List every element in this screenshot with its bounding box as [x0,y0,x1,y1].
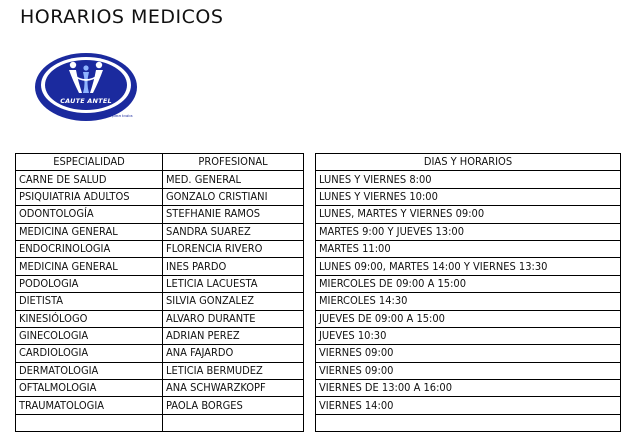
cell-especialidad: TRAUMATOLOGIA [16,397,163,414]
cell-profesional: ADRIAN PEREZ [163,327,304,344]
table-row [16,258,304,275]
table-row [16,397,304,414]
cell-horario: VIERNES 14:00 [316,397,621,414]
table-row [316,414,621,431]
table-row [316,240,621,257]
table-row [16,414,304,431]
cell-profesional: ANA FAJARDO [163,345,304,362]
table-row [316,293,621,310]
cell-profesional: LETICIA LACUESTA [163,275,304,292]
header-horarios: DIAS Y HORARIOS [316,154,621,171]
schedule-table-hours [315,153,621,432]
cell-especialidad: OFTALMOLOGIA [16,380,163,397]
cell-especialidad: ODONTOLOGÍA [16,206,163,223]
header-profesional: PROFESIONAL [163,154,304,171]
table-row [316,171,621,188]
table-row [16,275,304,292]
cell-profesional: SANDRA SUAREZ [163,223,304,240]
cell-horario: MARTES 11:00 [316,240,621,257]
schedule-table-professionals [15,153,304,432]
cell-horario: VIERNES 09:00 [316,362,621,379]
table-row [16,240,304,257]
cell-profesional: ALVARO DURANTE [163,310,304,327]
logo-name: CAUTE ANTEL [60,97,112,105]
cell-especialidad: GINECOLOGIA [16,327,163,344]
cell-especialidad: PSIQUIATRIA ADULTOS [16,188,163,205]
table-row [16,362,304,379]
table-row [316,327,621,344]
cell-especialidad: PODOLOGIA [16,275,163,292]
cell-horario: JUEVES 10:30 [316,327,621,344]
table-row [16,310,304,327]
cell-profesional: PAOLA BORGES [163,397,304,414]
table-row [316,206,621,223]
cell-especialidad: DERMATOLOGIA [16,362,163,379]
page-title: HORARIOS MEDICOS [20,6,224,28]
cell-horario: JUEVES DE 09:00 A 15:00 [316,310,621,327]
cell-profesional: ANA SCHWARZKOPF [163,380,304,397]
table-row [16,171,304,188]
cell-profesional: GONZALO CRISTIANI [163,188,304,205]
cell-especialidad: MEDICINA GENERAL [16,258,163,275]
table-row [316,380,621,397]
cell-especialidad: ENDOCRINOLOGIA [16,240,163,257]
cell-horario: LUNES Y VIERNES 10:00 [316,188,621,205]
cell-horario: MIERCOLES DE 09:00 A 15:00 [316,275,621,292]
table-row [316,258,621,275]
table-row [316,310,621,327]
table-row [316,397,621,414]
cell-horario [316,414,621,431]
table-row [316,362,621,379]
table-row [16,206,304,223]
cell-especialidad: DIETISTA [16,293,163,310]
cell-profesional: STEFHANIE RAMOS [163,206,304,223]
table-row [316,188,621,205]
cell-profesional: LETICIA BERMUDEZ [163,362,304,379]
logo-tagline: Beneficios para todos [91,113,133,118]
table-row [16,380,304,397]
cell-horario: LUNES, MARTES Y VIERNES 09:00 [316,206,621,223]
table-row [16,327,304,344]
cell-profesional: SILVIA GONZALEZ [163,293,304,310]
cell-horario: MIERCOLES 14:30 [316,293,621,310]
cell-horario: VIERNES DE 13:00 A 16:00 [316,380,621,397]
cell-especialidad: CARDIOLOGIA [16,345,163,362]
cell-especialidad: MEDICINA GENERAL [16,223,163,240]
table-row [16,188,304,205]
cell-especialidad [16,414,163,431]
table-row [16,223,304,240]
table-row [316,275,621,292]
cell-horario: LUNES Y VIERNES 8:00 [316,171,621,188]
header-especialidad: ESPECIALIDAD [16,154,163,171]
cell-especialidad: KINESIÓLOGO [16,310,163,327]
cell-profesional: INES PARDO [163,258,304,275]
cell-profesional: MED. GENERAL [163,171,304,188]
cell-profesional: FLORENCIA RIVERO [163,240,304,257]
table-row [16,293,304,310]
cell-horario: VIERNES 09:00 [316,345,621,362]
cell-horario: LUNES 09:00, MARTES 14:00 Y VIERNES 13:30 [316,258,621,275]
cell-profesional [163,414,304,431]
table-row [316,345,621,362]
cell-horario: MARTES 9:00 Y JUEVES 13:00 [316,223,621,240]
table-row [16,345,304,362]
caute-antel-logo [33,51,139,126]
cell-especialidad: CARNE DE SALUD [16,171,163,188]
table-row [316,223,621,240]
